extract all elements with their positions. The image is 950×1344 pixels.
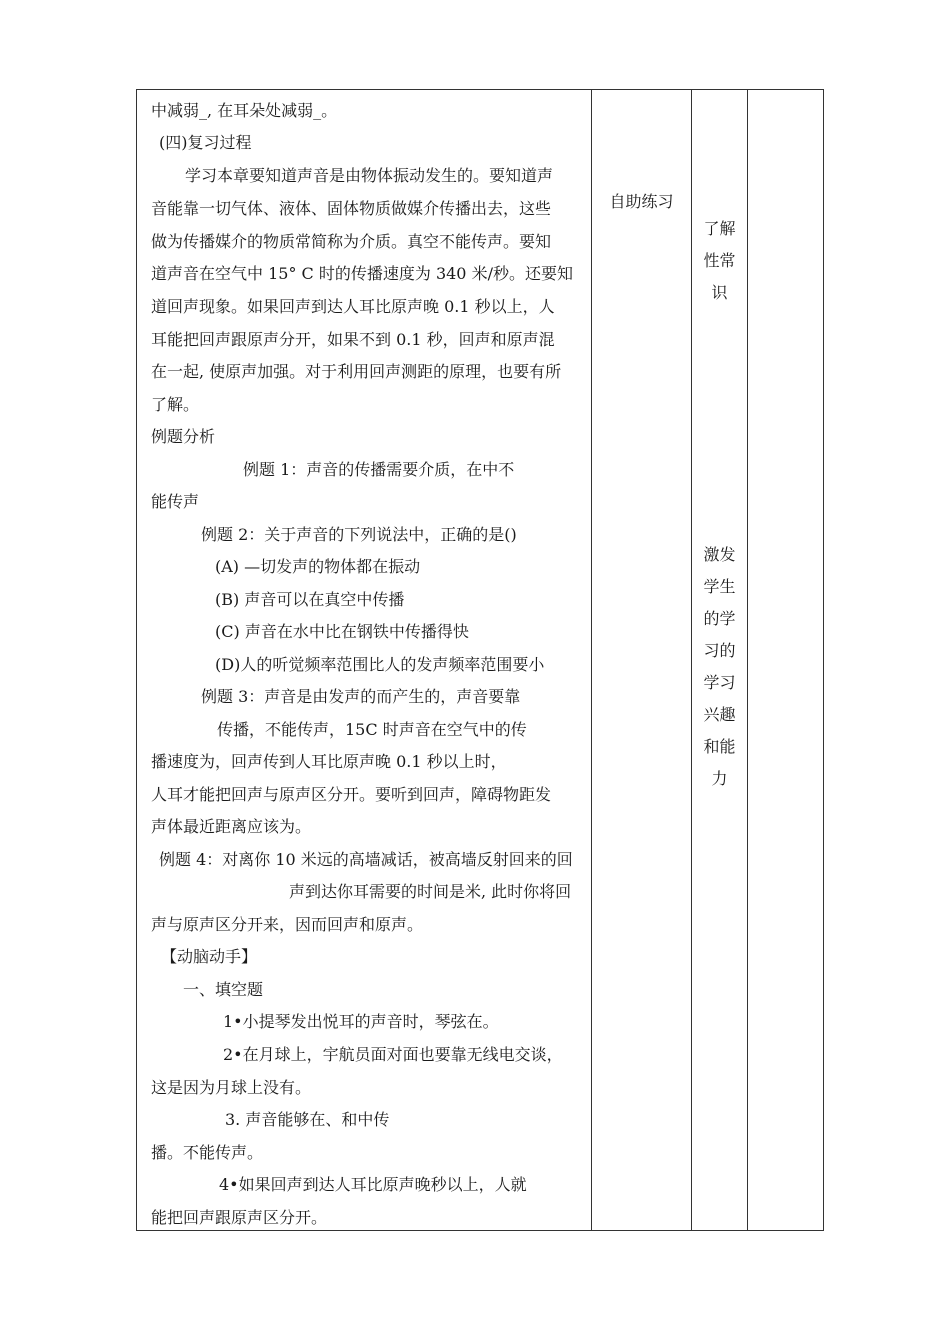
goal-line: 和能 <box>703 737 736 756</box>
content-line: 播。不能传声。 <box>151 1143 264 1162</box>
content-line: 例题 4：对离你 10 米远的高墙减话，被高墙反射回来的回 <box>159 850 573 869</box>
content-line: 在一起, 使原声加强。对于利用回声测距的原理，也要有所 <box>151 362 562 381</box>
activity-text: 自助练习 <box>609 192 674 211</box>
content-line: (四)复习过程 <box>159 133 252 152</box>
content-line: 4•如果回声到达人耳比原声晚秒以上，人就 <box>219 1175 527 1194</box>
content-line: 音能靠一切气体、液体、固体物质做媒介传播出去，这些 <box>151 199 552 218</box>
content-line: 例题分析 <box>151 427 216 446</box>
goal-interest <box>692 539 747 795</box>
content-line: 道声音在空气中 15° C 时的传播速度为 340 米/秒。还要知 <box>151 264 573 283</box>
activity-cell <box>592 90 691 1230</box>
content-line: 3. 声音能够在、和中传 <box>225 1110 390 1129</box>
content-line: 1•小提琴发出悦耳的声音时，琴弦在。 <box>223 1012 499 1031</box>
content-line: 声与原声区分开来，因而回声和原声。 <box>151 915 424 934</box>
empty-cell <box>748 90 824 1230</box>
content-line: (A) —切发声的物体都在振动 <box>215 557 421 576</box>
goal-knowledge <box>692 213 747 309</box>
content-line: 播速度为，回声传到人耳比原声晚 0.1 秒以上时， <box>151 752 507 771</box>
goal-line: 兴趣 <box>703 705 736 724</box>
goal-line: 识 <box>711 283 728 302</box>
content-line: 例题 2：关于声音的下列说法中，正确的是() <box>201 525 517 544</box>
content-line: 耳能把回声跟原声分开，如果不到 0.1 秒，回声和原声混 <box>151 330 555 349</box>
goal-line: 了解 <box>703 219 736 238</box>
goal-line: 学生 <box>703 577 736 596</box>
content-line: 一、填空题 <box>183 980 264 999</box>
lesson-table <box>136 89 824 1231</box>
content-line: 这是因为月球上没有。 <box>151 1078 312 1097</box>
content-line: 人耳才能把回声与原声区分开。要听到回声，障碍物距发 <box>151 785 552 804</box>
goal-line: 激发 <box>703 545 736 564</box>
goal-line: 力 <box>711 769 728 788</box>
content-line: (D)人的听觉频率范围比人的发声频率范围要小 <box>215 655 545 674</box>
content-line: 了解。 <box>151 395 200 414</box>
content-line: 能把回声跟原声区分开。 <box>151 1208 328 1227</box>
content-line: 道回声现象。如果回声到达人耳比原声晚 0.1 秒以上，人 <box>151 297 555 316</box>
goal-line: 习的 <box>703 641 736 660</box>
content-cell <box>137 90 591 1230</box>
content-line: (B) 声音可以在真空中传播 <box>215 590 405 609</box>
content-line: (C) 声音在水中比在钢铁中传播得快 <box>215 622 469 641</box>
content-line: 声体最近距离应该为。 <box>151 817 312 836</box>
goal-line: 学习 <box>703 673 736 692</box>
content-line: 能传声 <box>151 492 200 511</box>
goal-line: 性常 <box>703 251 736 270</box>
content-line: 声到达你耳需要的时间是米, 此时你将回 <box>289 882 572 901</box>
content-line: 做为传播媒介的物质常简称为介质。真空不能传声。要知 <box>151 232 552 251</box>
goal-cell <box>692 90 747 1230</box>
content-line: 2•在月球上，宇航员面对面也要靠无线电交谈， <box>223 1045 563 1064</box>
content-line: 传播，不能传声，15C 时声音在空气中的传 <box>217 720 527 739</box>
goal-line: 的学 <box>703 609 736 628</box>
content-line: 学习本章要知道声音是由物体振动发生的。要知道声 <box>185 166 554 185</box>
content-line: 中减弱_, 在耳朵处减弱_。 <box>151 101 338 120</box>
content-line: 【动脑动手】 <box>161 947 258 966</box>
content-line: 例题 3：声音是由发声的而产生的，声音要靠 <box>201 687 521 706</box>
content-line: 例题 1：声音的传播需要介质，在中不 <box>243 460 515 479</box>
